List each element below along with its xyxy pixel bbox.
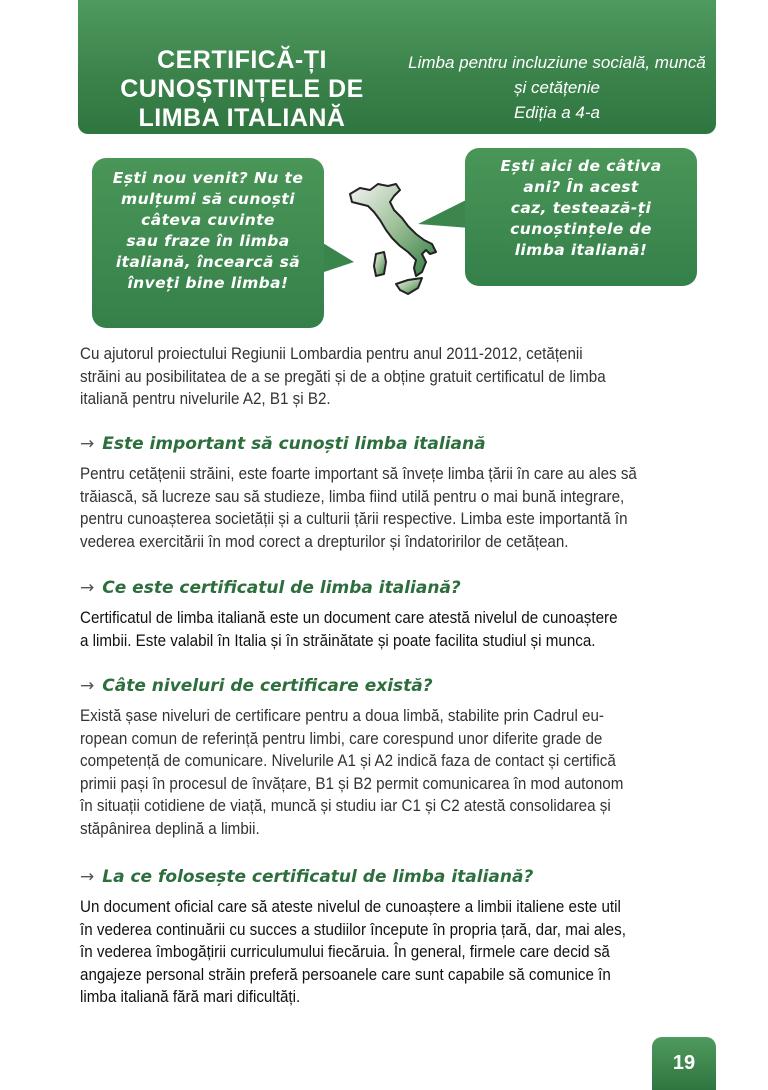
heading-text: Câte niveluri de certificare există? (102, 676, 433, 696)
bubble-line: Ești aici de câtiva (500, 157, 662, 175)
bubble-line: câteva cuvinte (141, 211, 275, 229)
text-line: Certificatul de limba italiană este un document care atestă nivelul de cunoaștere (80, 609, 618, 627)
section-heading (80, 432, 486, 456)
text-line: străini au posibilitatea de a se pregăti și de a obține gratuit certificatul de limba (80, 367, 606, 386)
bubble-line: Ești nou venit? Nu te (112, 169, 304, 187)
section-paragraph (80, 607, 716, 652)
text-line: primii pași în procesul de învățare, B1 și B2 permit comunicarea în mod autonom (80, 774, 624, 793)
text-line: vederea exercitării în mod corect a drepturilor și îndatoririlor de cetățean. (80, 532, 569, 551)
text-line: în vederea continuării cu succes a studiilor începute în propria țară, dar, mai ales, (80, 920, 626, 939)
bubble-line: cunoștințele de (510, 220, 652, 238)
text-line: în situații cotidiene de viață, muncă și studiu iar C1 și C2 atestă consolidarea și (80, 797, 611, 815)
section-heading (80, 576, 461, 600)
title-line: CERTIFICĂ-ȚI (157, 46, 327, 74)
intro-paragraph (80, 343, 716, 411)
arrow-right-icon: → (80, 867, 95, 887)
text-line: Pentru cetățenii străini, este foarte important să învețe limba țării în care au ales să (80, 465, 637, 483)
text-line: ropean comun de referință pentru limbi, care corespund unor diferite grade de (80, 729, 603, 748)
page-title (92, 46, 392, 133)
text-line: Un document oficial care să ateste nivelul de cunoaștere a limbii italiene este util (80, 898, 621, 916)
text-line: trăiască, să lucreze sau să studieze, limba fiind utilă pentru o mai bună integrare, (80, 487, 625, 506)
bubble-line: limba italiană! (514, 241, 648, 259)
section-paragraph (80, 896, 716, 1009)
subtitle-line: Limba pentru incluziune socială, muncă (408, 53, 706, 72)
text-line: stăpânirea deplină a limbii. (80, 819, 260, 838)
arrow-right-icon: → (80, 676, 95, 696)
bubble-line: înveți bine limba! (127, 274, 289, 292)
bubble-line: mulțumi să cunoști (121, 190, 295, 208)
heading-text: La ce folosește certificatul de limba italiană? (102, 867, 534, 887)
text-line: a limbii. Este valabil în Italia și în străinătate și poate facilita studiul și munca. (80, 631, 596, 650)
italy-map-icon (342, 180, 440, 300)
subtitle-line: Ediția a 4-a (514, 103, 600, 122)
bubble-line: caz, testează-ți (510, 199, 652, 217)
bubble-line: ani? În acest (523, 178, 639, 196)
heading-text: Este important să cunoști limba italiană (102, 434, 486, 454)
section-paragraph (80, 705, 716, 840)
speech-bubble-resident (465, 148, 697, 286)
text-line: competență de comunicare. Nivelurile A1 și A2 indică faza de contact și certifică (80, 752, 616, 770)
section-heading (80, 865, 533, 889)
text-line: limba italiană fără mari dificultăți. (80, 988, 301, 1006)
text-line: în vederea îmbogățirii curriculumului fiecăruia. În general, firmele care decid să (80, 943, 610, 961)
section-heading (80, 674, 433, 698)
subtitle-line: și cetățenie (514, 78, 600, 97)
page-number: 19 (652, 1037, 716, 1090)
text-line: italiană pentru nivelurile A2, B1 și B2. (80, 390, 331, 408)
text-line: pentru cunoașterea societății și a culturii țării respective. Limba este importantă în (80, 510, 628, 528)
heading-text: Ce este certificatul de limba italiană? (102, 578, 461, 598)
section-paragraph (80, 463, 716, 553)
text-line: Cu ajutorul proiectului Regiunii Lombardia pentru anul 2011-2012, cetățenii (80, 345, 583, 363)
speech-bubble-newcomer (92, 158, 324, 328)
text-line: angajeze personal străin preferă persoanele care sunt capabile să comunice în (80, 965, 611, 984)
title-line: LIMBA ITALIANĂ (138, 104, 346, 132)
arrow-right-icon: → (80, 578, 95, 598)
bubble-line: italiană, încearcă să (115, 253, 301, 271)
bubble-line: sau fraze în limba (126, 232, 290, 250)
title-line: CUNOȘTINȚELE DE (120, 75, 364, 103)
text-line: Există șase niveluri de certificare pentru a doua limbă, stabilite prin Cadrul eu- (80, 707, 604, 725)
page-subtitle (396, 50, 718, 125)
arrow-right-icon: → (80, 434, 95, 454)
